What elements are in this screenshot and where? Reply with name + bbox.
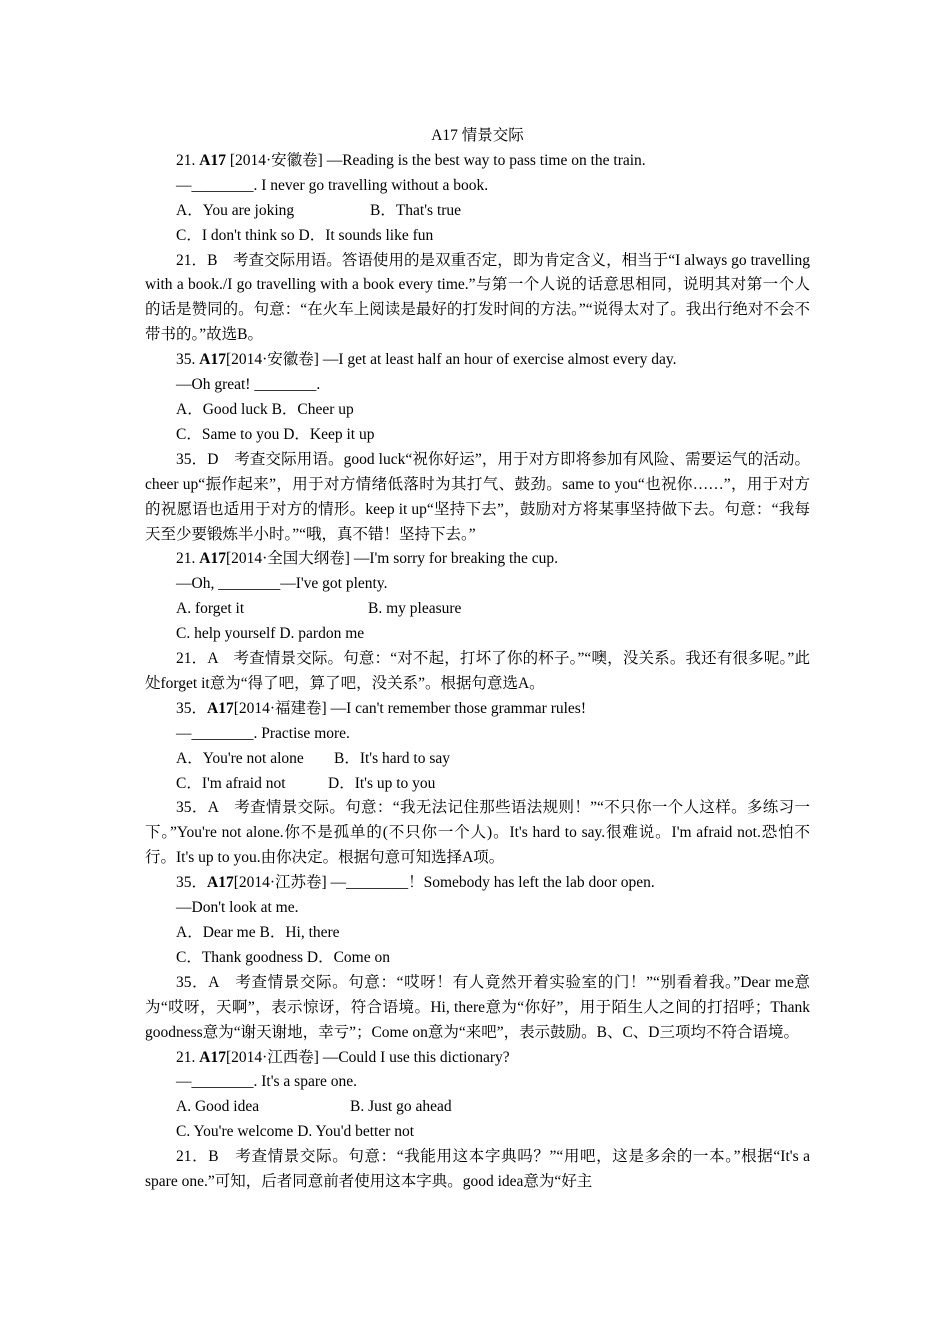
section-title: A17 情景交际 (431, 127, 524, 144)
options-cd: C．I'm afraid not D．It's up to you (176, 774, 436, 792)
options-cd: C. You're welcome D. You'd better not (176, 1123, 415, 1141)
question-reply: —Don't look at me. (176, 899, 299, 917)
answer-analysis: 21．B 考查交际用语。答语使用的是双重否定，即为肯定含义，相当于“I always go travelling with a book./I go travelling with a book every time.”与第一个人说的话意思相同，说明其对第一个人的话是赞同的。句意：“在火车上阅读是最好的打发时间的方法。”“说得太对了。我出行绝对不会不带书的。”故选B。 (145, 251, 810, 344)
options-ab: A．You're not alone B．It's hard to say (176, 749, 451, 767)
question-reply: —________. It's a spare one. (176, 1073, 358, 1091)
options-ab: A．Dear me B．Hi, there (176, 924, 340, 941)
question-35-fujian: 35．A17[2014·福建卷] —I can't remember those grammar rules! (176, 699, 587, 717)
options-cd: C. help yourself D. pardon me (176, 625, 365, 643)
question-reply: —________. Practise more. (176, 724, 350, 742)
document-body (145, 124, 810, 1195)
options-cd: C．Same to you D．Keep it up (176, 425, 375, 443)
question-tag: A17 (199, 1048, 226, 1066)
question-21-anhui: 21. A17 [2014·安徽卷] —Reading is the best way to pass time on the train. (176, 151, 646, 169)
question-21-jiangxi: 21. A17[2014·江西卷] —Could I use this dictionary? (176, 1048, 510, 1066)
options-ab: A. forget it B. my pleasure (176, 600, 462, 618)
options-ab: A．Good luck B．Cheer up (176, 400, 354, 418)
question-reply: —________. I never go travelling without a book. (176, 176, 489, 194)
question-21-national: 21. A17[2014·全国大纲卷] —I'm sorry for breaking the cup. (176, 550, 559, 568)
options-cd: C．I don't think so D．It sounds like fun (176, 226, 434, 244)
answer-analysis: 35．A 考查情景交际。句意：“我无法记住那些语法规则！”“不只你一个人这样。多练习一下。”You're not alone.你不是孤单的(不只你一个人)。It's hard to say.很难说。I'm afraid not.恐怕不行。It's up to you.由你决定。根据句意可知选择A项。 (145, 799, 810, 867)
options-ab: A. Good idea B. Just go ahead (176, 1098, 452, 1116)
question-35-anhui: 35. A17[2014·安徽卷] —I get at least half an hour of exercise almost every day. (176, 351, 677, 369)
question-reply: —Oh great! ________. (176, 376, 321, 394)
answer-analysis: 21．A 考查情景交际。句意：“对不起，打坏了你的杯子。”“噢，没关系。我还有很多呢。”此处forget it意为“得了吧，算了吧，没关系”。根据句意选A。 (145, 650, 810, 692)
options-ab: A．You are joking B．That's true (176, 201, 462, 219)
options-cd: C．Thank goodness D．Come on (176, 948, 390, 966)
question-tag: A17 (199, 351, 226, 369)
answer-analysis: 35．A 考查情景交际。句意：“哎呀！有人竟然开着实验室的门！”“别看着我。”Dear me意为“哎呀，天啊”，表示惊讶，符合语境。Hi, there意为“你好”，用于陌生人之间的打招呼；Thank goodness意为“谢天谢地，幸亏”；Come on意为“来吧”，表示鼓励。B、C、D三项均不符合语境。 (145, 973, 810, 1041)
question-tag: A17 (199, 550, 226, 568)
answer-analysis: 35．D 考查交际用语。good luck“祝你好运”，用于对方即将参加有风险、需要运气的活动。cheer up“振作起来”，用于对方情绪低落时为其打气、鼓劲。same to you“也祝你……”，用于对方的祝愿语也适用于对方的情形。keep it up“坚持下去”，鼓励对方将某事坚持做下去。句意：“我每天至少要锻炼半小时。”“哦，真不错！坚持下去。” (145, 450, 810, 543)
question-35-jiangsu: 35．A17[2014·江苏卷] —________！Somebody has left the lab door open. (176, 874, 655, 892)
question-tag: A17 (207, 874, 234, 892)
answer-analysis: 21．B 考查情景交际。句意：“我能用这本字典吗？”“用吧，这是多余的一本。”根据“It's a spare one.”可知，后者同意前者使用这本字典。good idea意为“好主 (145, 1148, 810, 1191)
question-reply: —Oh, ________—I've got plenty. (176, 575, 388, 593)
question-tag: A17 (207, 699, 234, 717)
question-tag: A17 (199, 151, 226, 169)
